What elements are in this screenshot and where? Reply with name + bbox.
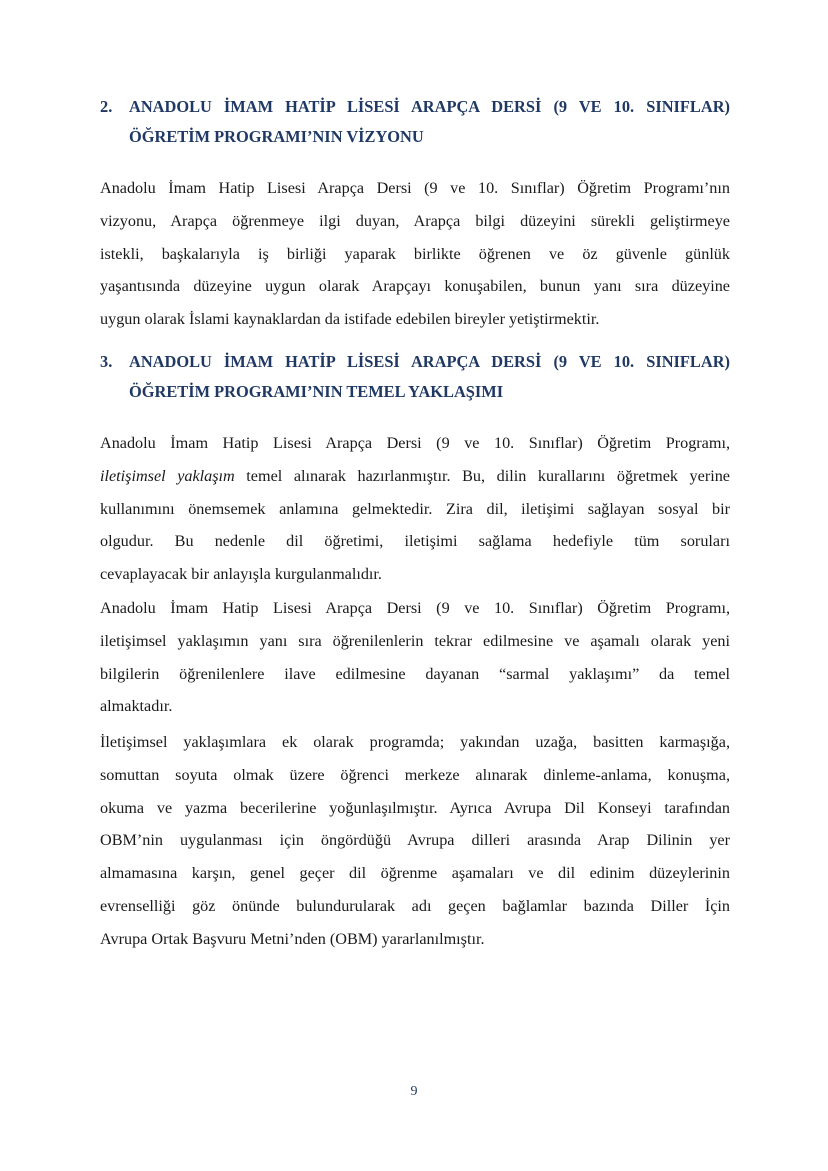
vision-line: Anadolu İmam Hatip Lisesi Arapça Dersi (9 ve 10. Sınıflar) Öğretim Programı’nın <box>100 179 730 197</box>
spiral-line: Anadolu İmam Hatip Lisesi Arapça Dersi (9 ve 10. Sınıflar) Öğretim Programı, <box>100 599 730 617</box>
skills-line: Avrupa Ortak Başvuru Metni’nden (OBM) yararlanılmıştır. <box>100 929 485 948</box>
spiral-line: iletişimsel yaklaşımın yanı sıra öğrenilenlerin tekrar edilmesine ve aşamalı olarak yeni <box>100 631 730 650</box>
approach-paragraph <box>100 427 730 591</box>
page-number: 9 <box>410 1084 418 1099</box>
vision-line: istekli, başkalarıyla iş birliği yaparak birlikte öğrenen ve öz güvenle günlük <box>100 244 730 263</box>
spiral-line: bilgilerin öğrenilenlere ilave edilmesine dayanan “sarmal yaklaşımı” da temel <box>100 664 730 683</box>
section-2-heading <box>100 92 730 152</box>
section-2-title-line-2: ÖĞRETİM PROGRAMI’NIN VİZYONU <box>129 127 424 146</box>
approach-line: cevaplayacak bir anlayışla kurgulanmalıdır. <box>100 565 382 584</box>
spiral-paragraph <box>100 592 730 723</box>
section-3-number: 3. <box>100 352 113 371</box>
spiral-line: almaktadır. <box>100 697 173 716</box>
vision-line: vizyonu, Arapça öğrenmeye ilgi duyan, Arapça bilgi düzeyini sürekli geliştirmeye <box>100 211 730 230</box>
vision-line: yaşantısında düzeyine uygun olarak Arapçayı konuşabilen, bunun yanı sıra düzeyine <box>100 277 730 296</box>
section-3-title-line-2: ÖĞRETİM PROGRAMI’NIN TEMEL YAKLAŞIMI <box>129 382 504 401</box>
section-2-number: 2. <box>100 97 113 116</box>
section-3-title-line-1: ANADOLU İMAM HATİP LİSESİ ARAPÇA DERSİ (9 VE 10. SINIFLAR) <box>129 352 730 371</box>
skills-line: somuttan soyuta olmak üzere öğrenci merkeze alınarak dinleme-anlama, konuşma, <box>100 765 730 784</box>
skills-line: OBM’nin uygulanması için öngördüğü Avrupa dilleri arasında Arap Dilinin yer <box>100 831 730 850</box>
vision-paragraph <box>100 172 730 336</box>
skills-paragraph <box>100 726 730 956</box>
section-2-title-line-1: ANADOLU İMAM HATİP LİSESİ ARAPÇA DERSİ (9 VE 10. SINIFLAR) <box>129 97 730 116</box>
skills-line: İletişimsel yaklaşımlara ek olarak programda; yakından uzağa, basitten karmaşığa, <box>100 733 730 751</box>
approach-line: olgudur. Bu nedenle dil öğretimi, iletişimi sağlama hedefiyle tüm soruları <box>100 532 730 551</box>
section-3-heading <box>100 347 730 407</box>
skills-line: okuma ve yazma becerilerine yoğunlaşılmıştır. Ayrıca Avrupa Dil Konseyi tarafından <box>100 798 730 817</box>
vision-line: uygun olarak İslami kaynaklardan da istifade edebilen bireyler yetiştirmektir. <box>100 310 600 329</box>
approach-line-rest: temel alınarak hazırlanmıştır. Bu, dilin kurallarını öğretmek yerine <box>234 466 730 485</box>
approach-line: kullanımını önemsemek anlamına gelmektedir. Zira dil, iletişimi sağlayan sosyal bir <box>100 499 730 518</box>
approach-line <box>100 460 730 493</box>
skills-line: almamasına karşın, genel geçer dil öğrenme aşamaları ve dil edinim düzeylerinin <box>100 864 730 883</box>
approach-line: Anadolu İmam Hatip Lisesi Arapça Dersi (9 ve 10. Sınıflar) Öğretim Programı, <box>100 434 730 452</box>
skills-line: evrenselliği göz önünde bulundurularak adı geçen bağlamlar bazında Diller İçin <box>100 896 730 915</box>
italic-term: iletişimsel yaklaşım <box>100 466 235 485</box>
